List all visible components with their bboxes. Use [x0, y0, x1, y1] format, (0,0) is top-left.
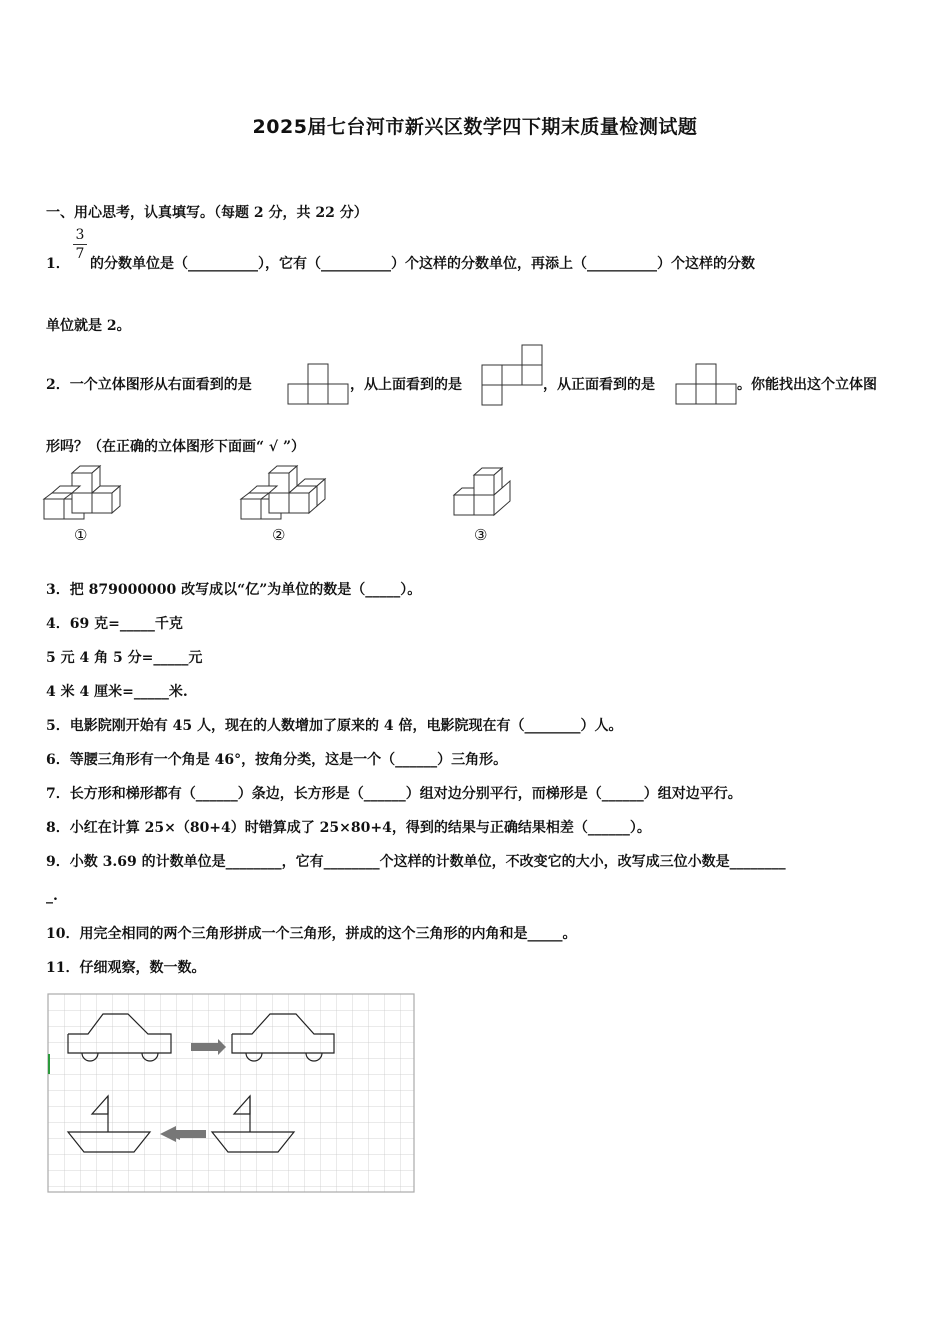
q10-text: 10．用完全相同的两个三角形拼成一个三角形，拼成的这个三角形的内角和是_____。 [46, 926, 577, 942]
option-label-1: ① [74, 526, 88, 544]
q7-text: 7．长方形和梯形都有（______）条边，长方形是（______）组对边分别平行，而梯形是（______）组对边平行。 [46, 786, 742, 802]
q11-text: 11．仔细观察，数一数。 [46, 960, 206, 976]
section-heading: 一、用心思考，认真填写。（每题 2 分，共 22 分） [46, 205, 368, 221]
q8-text: 8．小红在计算 25×（80+4）时错算成了 25×80+4，得到的结果与正确结果相差（______）。 [46, 820, 651, 836]
q1-text-cont: 单位就是 2。 [46, 318, 131, 334]
fraction-3-7 [73, 226, 87, 263]
q2-text-e: 形吗？（在正确的立体图形下面画“ √ ”） [46, 439, 306, 455]
q4-line-1: 4．69 克=_____千克 [46, 616, 183, 632]
q4-line-2: 5 元 4 角 5 分=_____元 [46, 650, 203, 666]
top-view-figure [482, 345, 542, 405]
q4-line-3: 4 米 4 厘米=_____米. [46, 684, 188, 700]
fraction-denominator: 7 [75, 246, 85, 262]
q1-text: 的分数单位是（__________），它有（__________）个这样的分数单位，再添上（__________）个这样的分数 [90, 256, 755, 272]
q2-text-b: ，从上面看到的是 [350, 377, 462, 393]
q2-text-d: 。你能找出这个立体图 [737, 377, 877, 393]
q1-number: 1． [46, 256, 70, 272]
option-label-2: ② [272, 526, 286, 544]
solid-figure-1 [44, 465, 124, 521]
front-view-figure [676, 364, 736, 404]
right-view-figure [288, 364, 348, 404]
option-label-3: ③ [474, 526, 488, 544]
page-title: 2025届七台河市新兴区数学四下期末质量检测试题 [252, 116, 698, 138]
q9-text: 9．小数 3.69 的计数单位是________，它有________个这样的计数单位，不改变它的大小，改写成三位小数是________ [46, 854, 786, 870]
q9-text-cont: _. [46, 888, 58, 904]
q5-text: 5．电影院刚开始有 45 人，现在的人数增加了原来的 4 倍，电影院现在有（________）人。 [46, 718, 623, 734]
fraction-numerator: 3 [75, 227, 85, 243]
q2-text-c: ，从正面看到的是 [543, 377, 655, 393]
solid-figure-3 [454, 467, 514, 521]
q6-text: 6．等腰三角形有一个角是 46°，按角分类，这是一个（______）三角形。 [46, 752, 508, 768]
q3-text: 3．把 879000000 改写成以“亿”为单位的数是（_____）。 [46, 582, 422, 598]
solid-figure-2 [241, 465, 327, 521]
grid-background [48, 994, 414, 1192]
q2-text-a: 2．一个立体图形从右面看到的是 [46, 377, 252, 393]
grid-figure [48, 994, 416, 1194]
